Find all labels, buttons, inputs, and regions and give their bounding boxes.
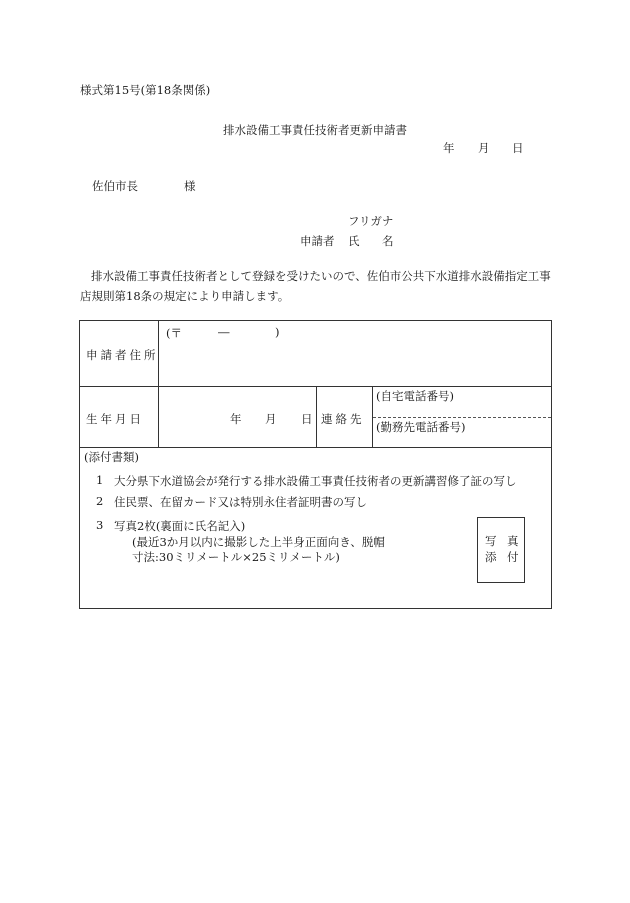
attachment-num-2: 2: [96, 494, 104, 508]
date-month-label: 月: [478, 141, 490, 155]
photo-note-1: (最近3か月以内に撮影した上半身正面向き、脱帽: [132, 535, 385, 549]
birth-day-label: 日: [301, 412, 313, 426]
date-day-label: 日: [512, 141, 524, 155]
addressee-honorific: 様: [184, 179, 196, 193]
postal-open: (〒: [166, 326, 182, 340]
attachment-text-1: 大分県下水道協会が発行する排水設備工事責任技術者の更新講習修了証の写し: [114, 474, 517, 488]
photo-attachment-box: [477, 517, 525, 583]
document-title: 排水設備工事責任技術者更新申請書: [223, 123, 407, 137]
phone-divider: [373, 417, 551, 418]
photo-box-char-sha: 写: [485, 534, 497, 548]
application-form-table: [79, 320, 552, 609]
attachment-text-2: 住民票、在留カード又は特別永住者証明書の写し: [114, 495, 367, 509]
photo-box-char-shin: 真: [507, 534, 519, 548]
row-divider-2: [80, 447, 551, 448]
address-label: 申請者住所: [86, 348, 159, 362]
postal-close: ): [275, 325, 280, 339]
contact-label-divider-left: [316, 386, 317, 447]
attachments-heading: (添付書類): [84, 450, 139, 464]
photo-note-2: 寸法:30ミリメートル×25ミリメートル): [132, 550, 340, 564]
attachment-num-3: 3: [96, 518, 104, 532]
form-number: 様式第15号(第18条関係): [80, 83, 211, 97]
contact-label: 連絡先: [321, 412, 365, 426]
applicant-name-shi: 氏: [348, 234, 360, 248]
applicant-label: 申請者: [300, 234, 335, 248]
work-phone-label: (勤務先電話番号): [376, 420, 466, 434]
attachment-text-3: 写真2枚(裏面に氏名記入): [114, 519, 246, 533]
attachment-num-1: 1: [96, 473, 104, 487]
birth-date-label: 生年月日: [86, 412, 144, 426]
furigana-label: フリガナ: [348, 214, 394, 228]
postal-dash: ―: [218, 325, 230, 339]
label-column-divider-1: [158, 321, 159, 447]
birth-month-label: 月: [265, 412, 277, 426]
birth-year-label: 年: [230, 412, 242, 426]
applicant-name-mei: 名: [382, 234, 394, 248]
addressee-name: 佐伯市長: [92, 179, 138, 193]
application-statement: 排水設備工事責任技術者として登録を受けたいので、佐伯市公共下水道排水設備指定工事店規則第18条の規定により申請します。: [80, 269, 551, 303]
photo-box-char-tsuke: 付: [507, 550, 519, 564]
photo-box-char-ten: 添: [485, 550, 497, 564]
date-year-label: 年: [443, 141, 455, 155]
home-phone-label: (自宅電話番号): [376, 389, 454, 403]
